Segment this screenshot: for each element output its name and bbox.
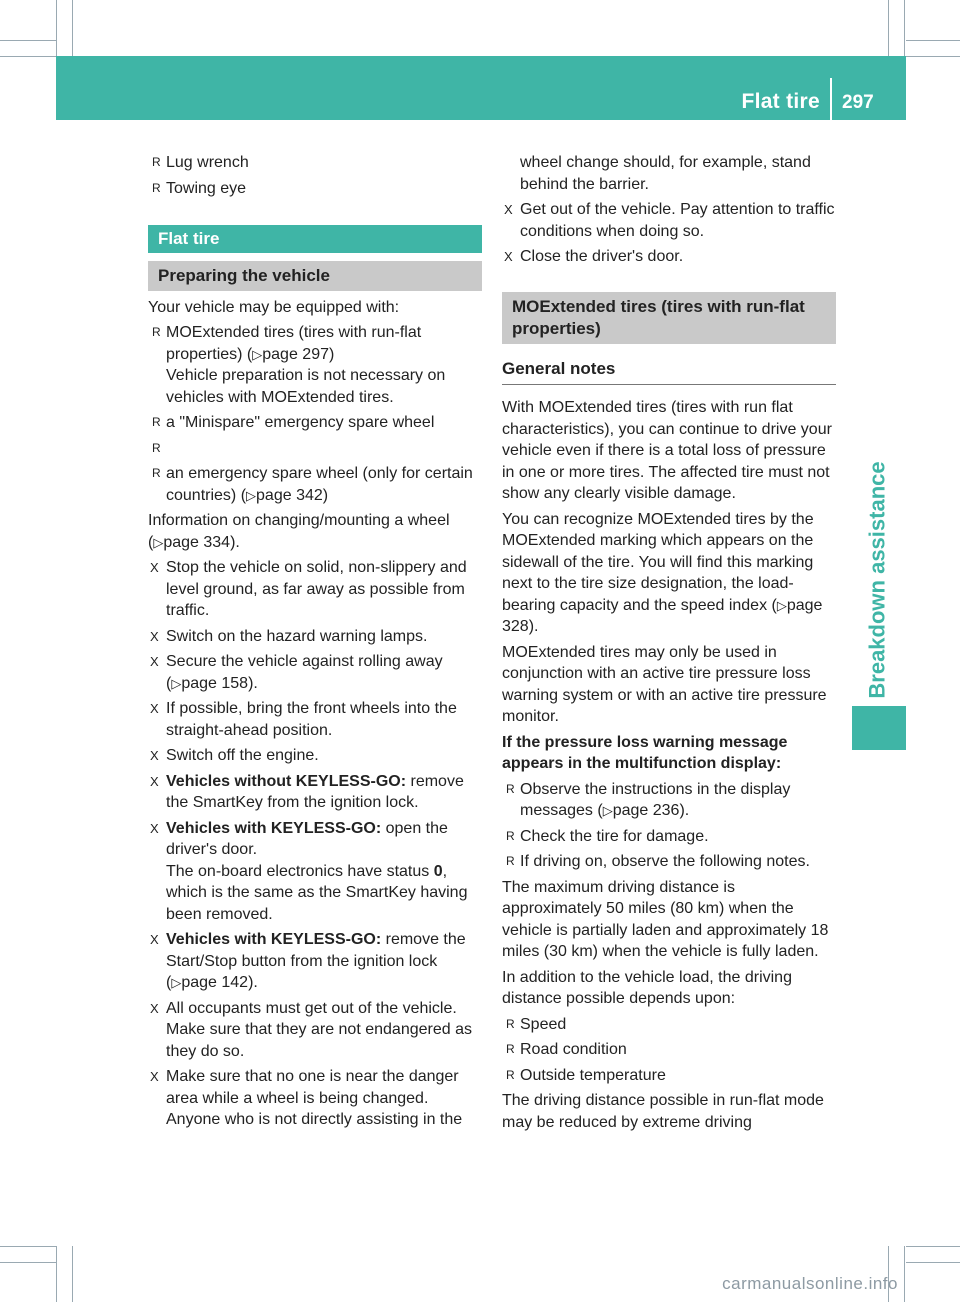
subsection-title: Preparing the vehicle	[148, 261, 482, 291]
step-glyph: X	[150, 748, 159, 763]
step-glyph: X	[150, 820, 159, 836]
list-item: R Observe the instructions in the display messages (▷page 236).	[506, 780, 791, 819]
list-item: R If driving on, observe the following notes.	[502, 851, 836, 873]
crop-mark	[56, 1246, 57, 1302]
page-ref-icon: ▷	[602, 803, 613, 818]
step-glyph: X	[150, 628, 159, 644]
page-ref-icon: ▷	[171, 975, 182, 990]
list-item: R MOExtended tires (tires with run-flat properties) (▷page 297) Vehicle preparation is not necessary on vehicles with MOExtended tires.	[152, 324, 446, 406]
crop-mark	[906, 1246, 960, 1247]
step-item: X Vehicles with KEYLESS-GO: open the driver's door. The on-board electronics have status 0, which is the same as the SmartKey having been removed.	[150, 819, 468, 923]
bullet-glyph: R	[506, 781, 515, 796]
paragraph: The maximum driving distance is approximately 50 miles (80 km) when the vehicle is partially laden and approximately 18 miles (30 km) when the vehicle is fully laden.	[502, 878, 829, 960]
bullet-glyph: R	[152, 325, 161, 339]
paragraph: MOExtended tires may only be used in conjunction with an active tire pressure loss warning system or with an active tire pressure monitor.	[502, 643, 827, 725]
bullet-glyph: R	[506, 854, 515, 868]
list-item: R Lug wrench	[148, 152, 482, 174]
page-ref-icon: ▷	[153, 534, 164, 550]
step-item: X Stop the vehicle on solid, non-slippery and level ground, as far away as possible from traffic.	[150, 559, 467, 619]
left-column	[148, 152, 482, 1135]
list-item: R an emergency spare wheel (only for certain countries) (▷page 342)	[152, 465, 473, 504]
bullet-glyph: R	[152, 180, 161, 195]
intro-text: Your vehicle may be equipped with:	[148, 298, 400, 316]
paragraph: You can recognize MOExtended tires by the MOExtended marking which appears on the sidewall of the tire. You will find this marking next to the tire size designation, the load-bearing capacity and the speed index (▷page 328).	[502, 510, 823, 635]
step-item: X Make sure that no one is near the danger area while a wheel is being changed. Anyone who is not directly assisting in the	[150, 1068, 463, 1128]
paragraph: In addition to the vehicle load, the driving distance possible depends upon:	[502, 968, 792, 1007]
step-item: X Switch on the hazard warning lamps.	[148, 626, 482, 648]
warning-heading: If the pressure loss warning message appears in the multifunction display:	[502, 733, 788, 772]
page-ref-icon: ▷	[171, 675, 182, 691]
page-reference[interactable]: page 297	[262, 345, 329, 363]
crop-mark	[888, 0, 889, 56]
crop-mark	[0, 56, 56, 57]
step-glyph: X	[150, 560, 159, 575]
crop-mark	[906, 1262, 960, 1263]
paragraph: The driving distance possible in run-flat mode may be reduced by extreme driving	[502, 1092, 824, 1131]
crop-mark	[0, 40, 56, 41]
step-glyph: X	[150, 701, 159, 716]
side-tab-marker	[852, 706, 906, 750]
bullet-glyph: R	[152, 415, 161, 429]
page-reference[interactable]: page 334	[163, 533, 231, 551]
step-item: X Switch off the engine.	[148, 745, 482, 767]
list-item: R Towing eye	[148, 178, 482, 200]
step-glyph: X	[150, 654, 159, 669]
crop-mark	[906, 40, 960, 41]
bullet-glyph: R	[506, 828, 515, 843]
watermark: carmanualsonline.info	[722, 1274, 898, 1293]
bullet-glyph: R	[506, 1067, 515, 1082]
step-item: X Get out of the vehicle. Pay attention to traffic conditions when doing so.	[504, 201, 835, 240]
list-item: R Speed	[502, 1014, 836, 1036]
step-glyph: X	[150, 1000, 159, 1016]
continuation-text: wheel change should, for example, stand behind the barrier.	[520, 154, 811, 193]
list-item: R Outside temperature	[502, 1065, 836, 1087]
section-title: MOExtended tires (tires with run-flat properties)	[502, 292, 836, 344]
page-reference[interactable]: page 142	[181, 974, 249, 991]
header-divider	[830, 78, 832, 120]
list-item: R Check the tire for damage.	[502, 826, 836, 848]
step-glyph: X	[504, 202, 513, 217]
step-item: X Vehicles without KEYLESS-GO: remove the SmartKey from the ignition lock.	[150, 772, 464, 811]
list-item	[148, 438, 482, 460]
page-ref-icon: ▷	[252, 346, 263, 362]
crop-mark	[72, 0, 73, 56]
bullet-glyph: R	[152, 440, 161, 455]
page-reference[interactable]: page 342	[256, 486, 323, 504]
crop-mark	[904, 1246, 905, 1302]
step-item: X Secure the vehicle against rolling away (▷page 158).	[150, 653, 443, 692]
bullet-glyph: R	[152, 155, 161, 169]
page-reference[interactable]: page 158	[181, 674, 249, 692]
crop-mark	[72, 1246, 73, 1302]
page-reference[interactable]: page 236	[612, 802, 680, 819]
running-header-title: Flat tire	[741, 90, 820, 113]
page-reference[interactable]: page 328	[502, 596, 823, 635]
page-ref-icon: ▷	[776, 597, 787, 613]
section-title: Flat tire	[148, 225, 482, 253]
paragraph: With MOExtended tires (tires with run flat characteristics), you can continue to drive your vehicle even if there is a total loss of pressure in one or more tires. The affected tire must not show any clearly visible damage.	[502, 399, 832, 502]
step-glyph: X	[504, 249, 513, 264]
step-item: X All occupants must get out of the vehicle. Make sure that they are not endangered as they do so.	[150, 999, 472, 1060]
list-item: R Road condition	[502, 1039, 836, 1061]
right-column	[502, 152, 836, 1137]
info-text: Information on changing/mounting a wheel (▷page 334).	[148, 512, 450, 551]
bullet-glyph: R	[506, 1042, 515, 1056]
step-glyph: X	[150, 1069, 159, 1084]
step-item: X Close the driver's door.	[502, 246, 836, 268]
crop-mark	[0, 1246, 56, 1247]
side-tab-label: Breakdown assistance	[865, 461, 891, 699]
page-number: 297	[842, 92, 874, 113]
crop-mark	[0, 1262, 56, 1263]
bullet-glyph: R	[506, 1016, 515, 1031]
subheading: General notes	[502, 350, 836, 386]
step-glyph: X	[150, 773, 159, 789]
crop-mark	[56, 0, 57, 56]
crop-mark	[904, 0, 905, 56]
side-tab	[856, 430, 900, 730]
step-item: X If possible, bring the front wheels into the straight-ahead position.	[150, 700, 457, 739]
step-item: X Vehicles with KEYLESS-GO: remove the Start/Stop button from the ignition lock (▷page 142).	[150, 931, 466, 991]
page-ref-icon: ▷	[246, 487, 257, 503]
crop-mark	[906, 56, 960, 57]
bullet-glyph: R	[152, 466, 161, 480]
step-glyph: X	[150, 932, 159, 947]
list-item: R a "Minispare" emergency spare wheel	[148, 412, 482, 434]
